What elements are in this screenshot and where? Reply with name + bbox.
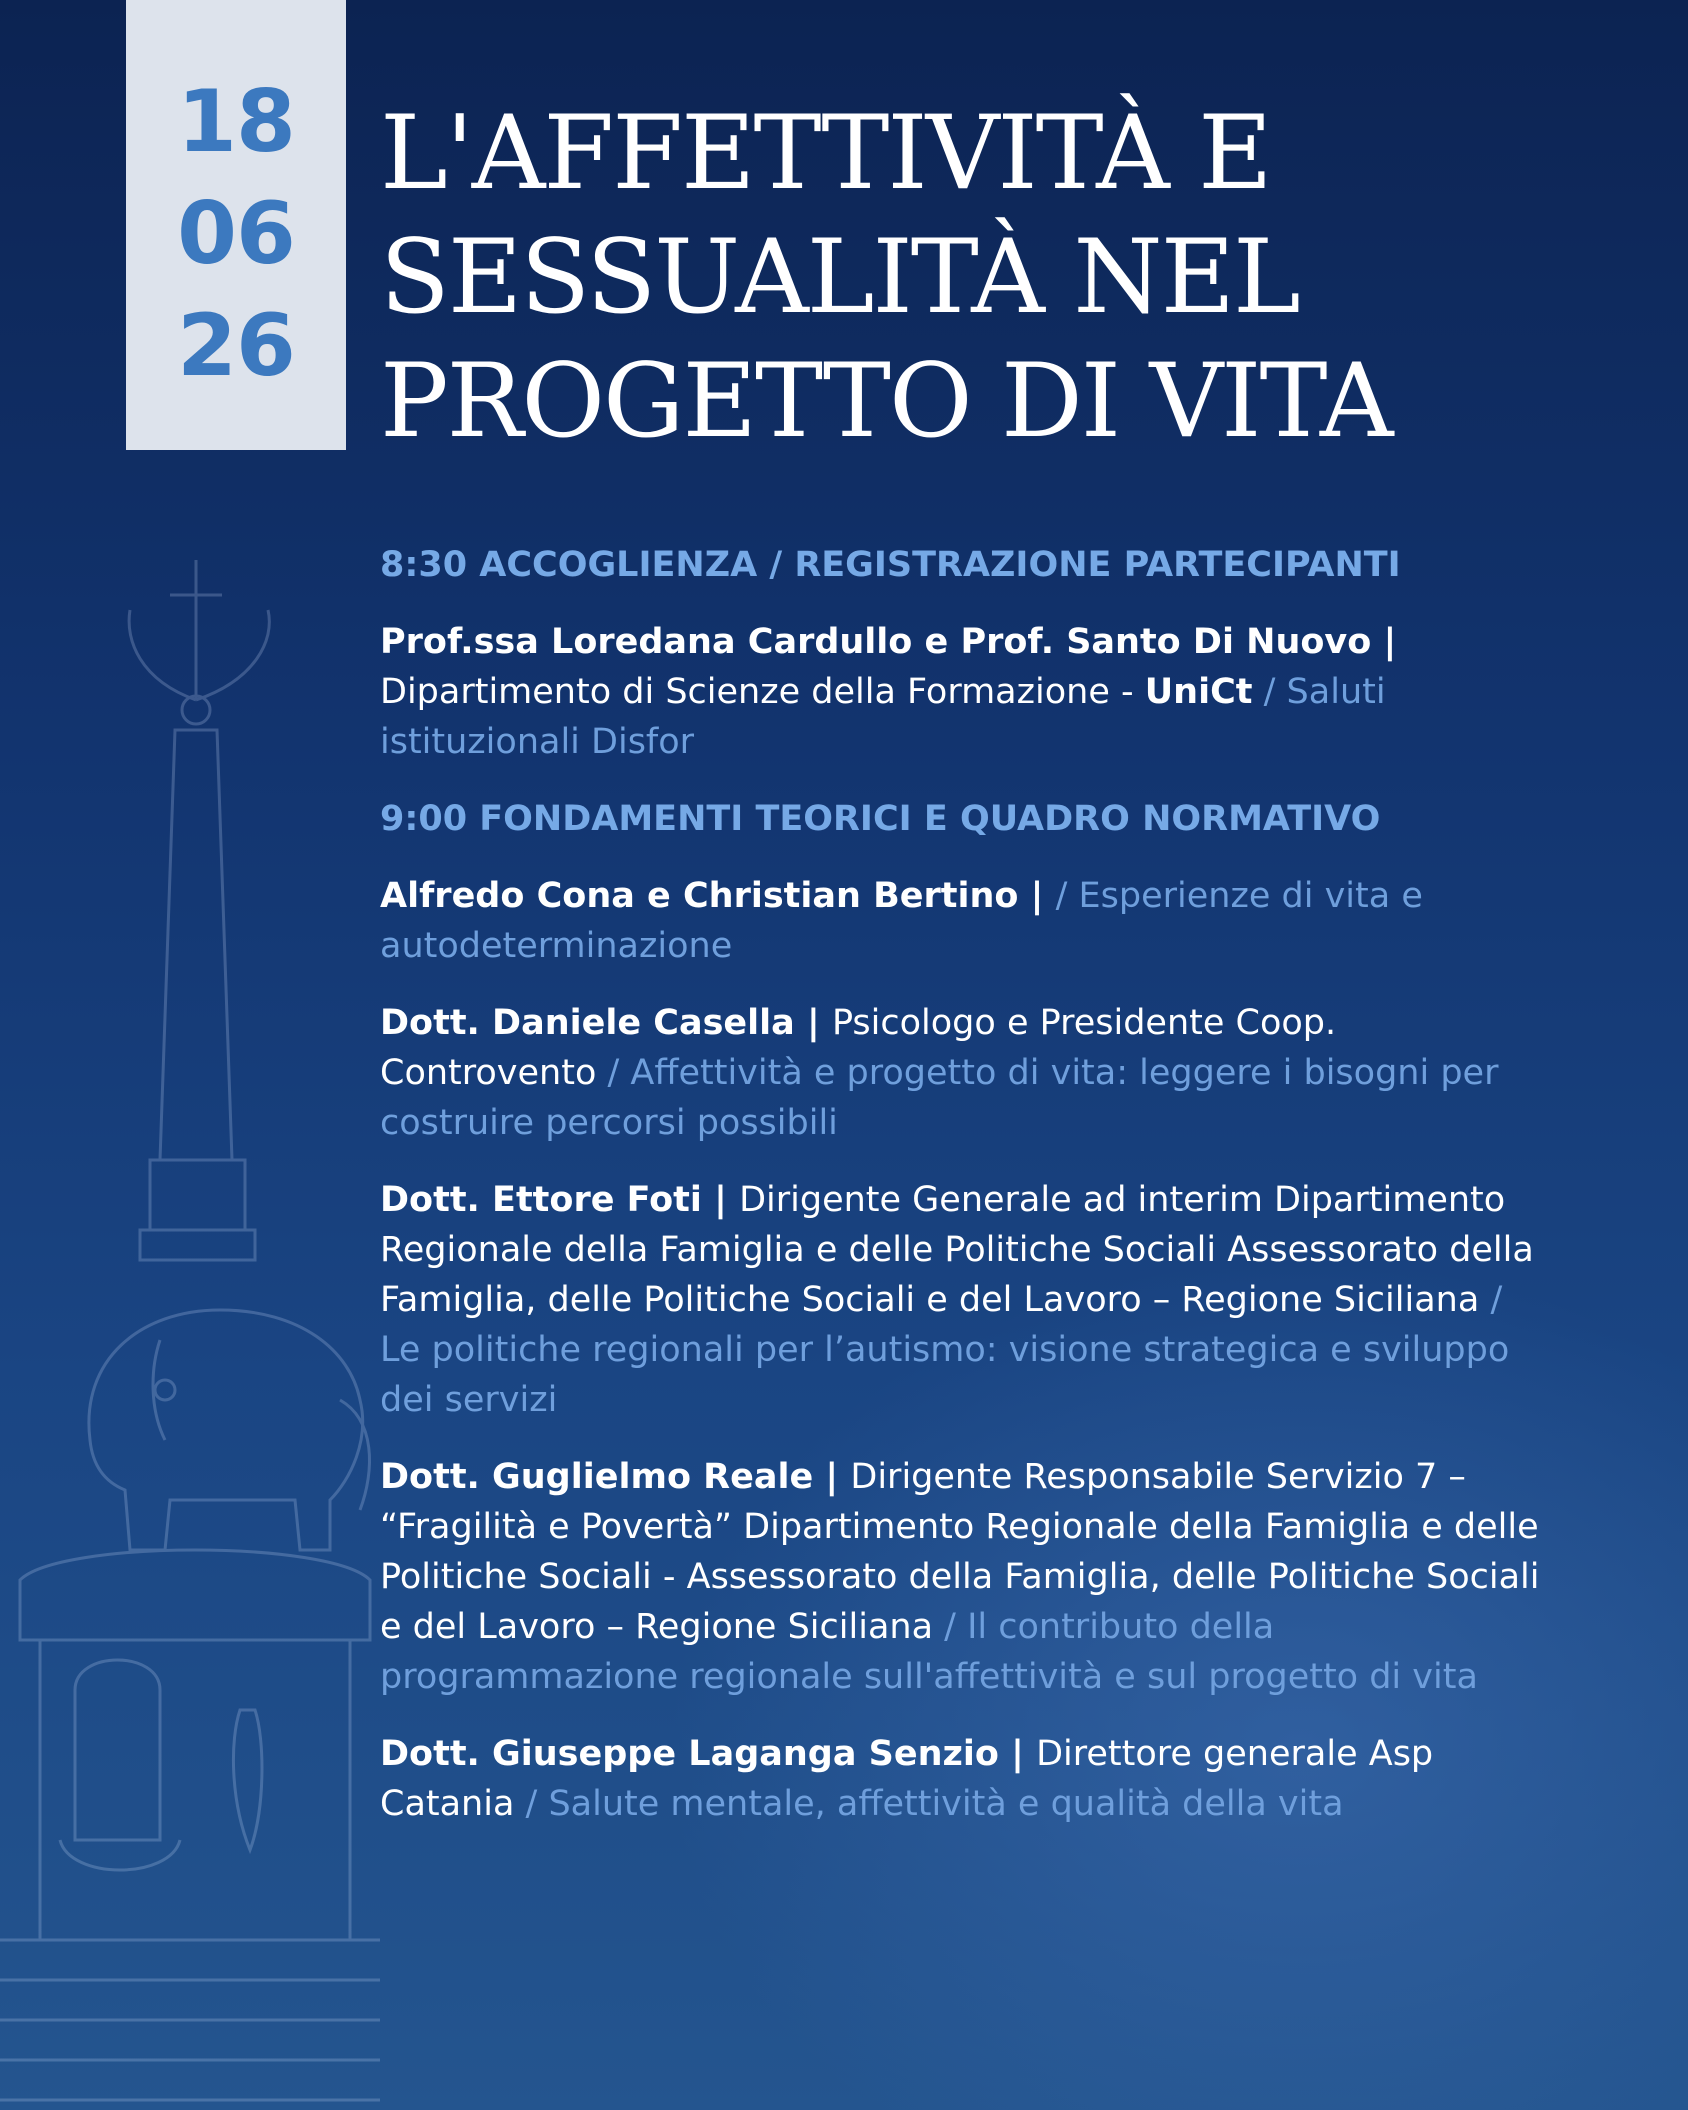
speaker-affiliation: Psicologo e Presidente Coop. Controvento [380, 1003, 1337, 1093]
speaker-affiliation: Dipartimento di Scienze della Formazione - [380, 672, 1145, 712]
speaker-entry-casella [380, 998, 1540, 1148]
talk-topic: / Salute mentale, affettività e qualità della vita [514, 1784, 1344, 1824]
speaker-name: Alfredo Cona e Christian Bertino [380, 876, 1019, 916]
date-year: 26 [177, 296, 295, 396]
talk-topic: / Il contributo della programmazione regionale sull'affettività e sul progetto di vita [380, 1607, 1478, 1697]
speaker-separator: | [998, 1734, 1037, 1774]
talk-topic: / Saluti istituzionali Disfor [380, 672, 1386, 762]
section-heading-foundations: 9:00 FONDAMENTI TEORICI E QUADRO NORMATIVO [380, 799, 1381, 839]
program-schedule [380, 540, 1540, 1856]
speaker-entry-cardullo-dinuovo [380, 617, 1540, 767]
title-line-3: PROGETTO DI VITA [380, 342, 1392, 461]
speaker-entry-laganga-senzio [380, 1729, 1540, 1829]
speaker-entry-reale [380, 1452, 1540, 1702]
talk-topic: / Affettività e progetto di vita: leggere i bisogni per costruire percorsi possibili [380, 1053, 1499, 1143]
speaker-affiliation: Dirigente Responsabile Servizio 7 – “Fragilità e Povertà” Dipartimento Regionale della Famiglia e delle Politiche Sociali - Assessorato della Famiglia, delle Politiche Sociali e del Lavoro – Regione Siciliana [380, 1457, 1540, 1647]
title-line-2: SESSUALITÀ NEL [380, 218, 1299, 337]
section-heading-welcome: 8:30 ACCOGLIENZA / REGISTRAZIONE PARTECIPANTI [380, 545, 1401, 585]
date-box [126, 0, 346, 450]
speaker-name: Dott. Giuseppe Laganga Senzio [380, 1734, 999, 1774]
speaker-separator: | [813, 1457, 851, 1497]
talk-topic: / Le politiche regionali per l’autismo: visione strategica e sviluppo dei servizi [380, 1280, 1510, 1420]
speaker-name: Dott. Ettore Foti [380, 1180, 702, 1220]
elephant-fountain-illustration [0, 540, 380, 2110]
speaker-entry-cona-bertino [380, 871, 1540, 971]
event-title [380, 92, 1620, 464]
speaker-entry-foti [380, 1175, 1540, 1425]
talk-topic: / Esperienze di vita e autodeterminazione [380, 876, 1423, 966]
speaker-separator: | [1371, 622, 1397, 662]
speaker-affiliation: Dirigente Generale ad interim Dipartimento Regionale della Famiglia e delle Politiche Sociali Assessorato della Famiglia, delle Politiche Sociali e del Lavoro – Regione Siciliana [380, 1180, 1534, 1320]
title-line-1: L'AFFETTIVITÀ E [380, 94, 1271, 213]
speaker-separator: | [794, 1003, 832, 1043]
speaker-name: Dott. Daniele Casella [380, 1003, 795, 1043]
date-day: 18 [177, 72, 295, 172]
speaker-name: Prof.ssa Loredana Cardullo e Prof. Santo Di Nuovo [380, 622, 1372, 662]
speaker-name: Dott. Guglielmo Reale [380, 1457, 814, 1497]
speaker-affiliation-university: UniCt [1144, 672, 1253, 712]
speaker-affiliation: Direttore generale Asp Catania [380, 1734, 1434, 1824]
date-month: 06 [177, 184, 295, 284]
speaker-separator: | [1018, 876, 1056, 916]
speaker-separator: | [701, 1180, 740, 1220]
